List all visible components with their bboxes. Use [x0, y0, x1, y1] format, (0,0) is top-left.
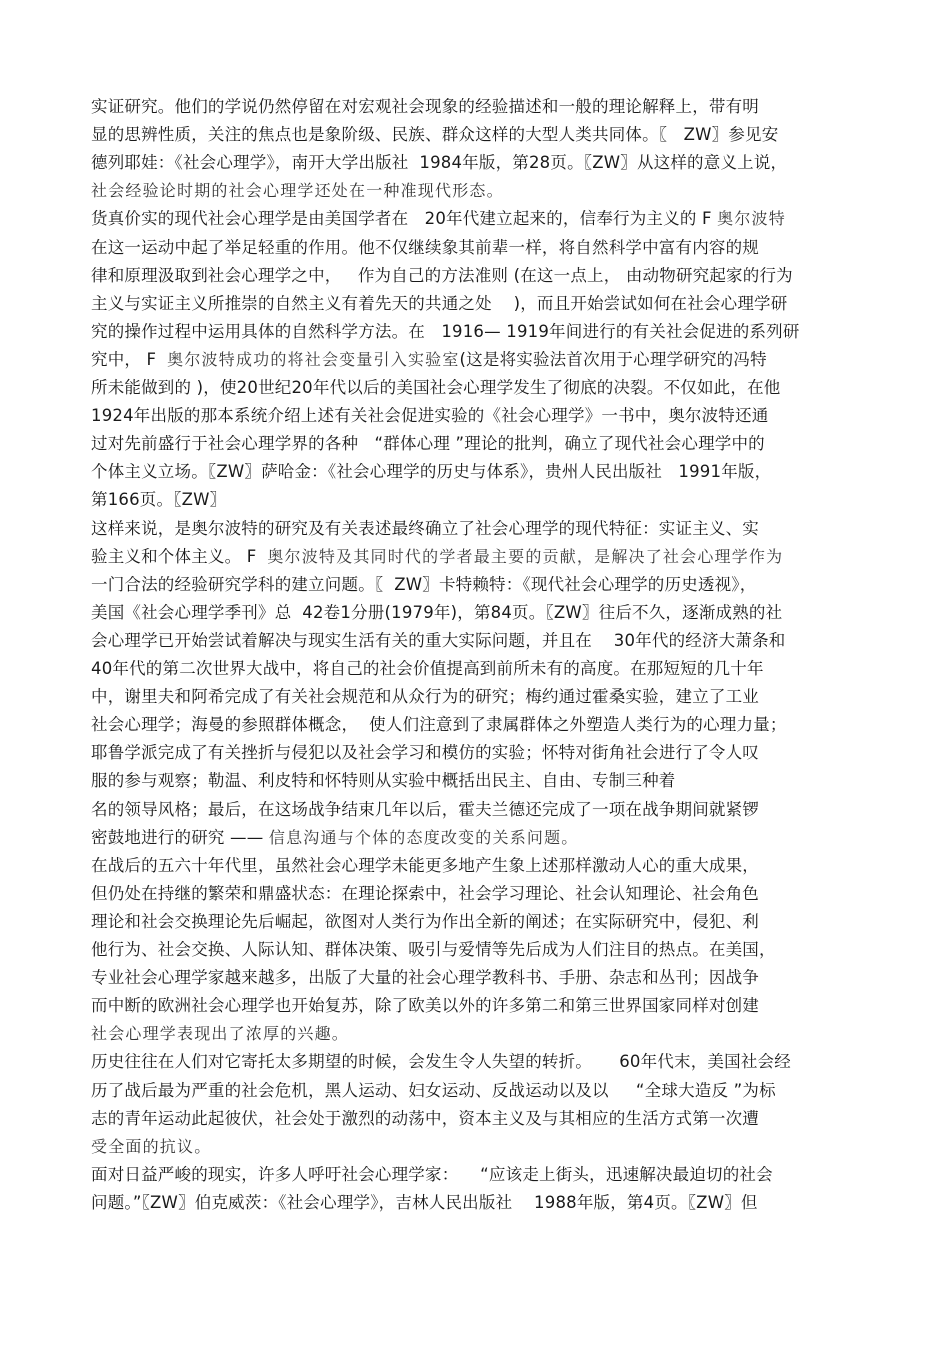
text-line: [91, 628, 785, 654]
text-line: [91, 1078, 776, 1104]
line-text: 1924年出版的那本系统介绍上述有关社会促进实验的《社会心理学》一书中，奥尔波特还通: [91, 406, 769, 425]
line-text: 过对先前盛行于社会心理学界的各种 “群体心理 ”理论的批判，确立了现代社会心理学中的: [91, 434, 765, 453]
text-line: [91, 206, 786, 232]
line-text: 第166页。〖ZW〗: [91, 490, 227, 509]
line-text: 40年代的第二次世界大战中，将自己的社会价值提高到前所未有的高度。在那短短的几十年: [91, 659, 764, 678]
text-line: [91, 656, 764, 682]
line-text: 究的操作过程中运用具体的自然科学方法。在 1916— 1919年间进行的有关社会促进的系列研: [91, 322, 800, 341]
text-line: [91, 853, 759, 879]
text-line: [91, 740, 759, 766]
line-text-faint: 奥尔波特成功的将社会变量引入实验室: [167, 350, 460, 369]
text-line: [91, 572, 756, 598]
text-line: [91, 431, 765, 457]
text-line: [91, 1162, 773, 1188]
text-line: [91, 1134, 211, 1160]
text-line: [91, 375, 780, 401]
line-text: 这样来说，是奥尔波特的研究及有关表述最终确立了社会心理学的现代特征：实证主义、实: [91, 519, 759, 538]
line-text: 个体主义立场。〖ZW〗萨哈金：《社会心理学的历史与体系》，贵州人民出版社 1991年版，: [91, 462, 772, 481]
text-line: [91, 768, 676, 794]
line-text: 主义与实证主义所推崇的自然主义有着先天的共通之处 )，而且开始尝试如何在社会心理学研: [91, 294, 788, 313]
text-line: [91, 684, 759, 710]
text-line: [91, 1190, 758, 1216]
line-text-faint: 信息沟通与个体的态度改变的关系问题。: [268, 828, 579, 847]
line-text-rest: (这是将实验法首次用于心理学研究的冯特: [459, 350, 767, 369]
line-text: 德列耶娃：《社会心理学》，南开大学出版社 1984年版，第28页。〖ZW〗从这样的意义上说，: [91, 153, 788, 172]
line-text: 而中断的欧洲社会心理学也开始复苏，除了欧美以外的许多第二和第三世界国家同样对创建: [91, 996, 759, 1015]
text-line: [91, 909, 759, 935]
line-text: 耶鲁学派完成了有关挫折与侵犯以及社会学习和模仿的实验；怀特对街角社会进行了令人叹: [91, 743, 759, 762]
text-line: [91, 150, 787, 176]
line-text: 一门合法的经验研究学科的建立问题。〖 ZW〗卡特赖特：《现代社会心理学的历史透视》，: [91, 575, 757, 594]
line-text: 验主义和个体主义。 F: [91, 547, 268, 566]
line-text: 理论和社会交换理论先后崛起，欲图对人类行为作出全新的阐述；在实际研究中，侵犯、利: [91, 912, 759, 931]
line-text: 究中， F: [91, 350, 168, 369]
line-text: 所未能做到的 )，使20世纪20年代以后的美国社会心理学发生了彻底的决裂。不仅如此，在他: [91, 378, 781, 397]
line-text: 名的领导风格；最后，在这场战争结束几年以后，霍夫兰德还完成了一项在战争期间就紧锣: [91, 800, 759, 819]
text-line: [91, 178, 504, 204]
line-text: 他行为、社会交换、人际认知、群体决策、吸引与爱情等先后成为人们注目的热点。在美国，: [91, 940, 776, 959]
line-text: 但仍处在持继的繁荣和鼎盛状态：在理论探索中，社会学习理论、社会认知理论、社会角色: [91, 884, 759, 903]
text-line: [91, 459, 771, 485]
line-text: 专业社会心理学家越来越多，出版了大量的社会心理学教科书、手册、杂志和丛刊；因战争: [91, 968, 759, 987]
text-line: [91, 516, 759, 542]
text-line: [91, 712, 787, 738]
text-line: [91, 1106, 759, 1132]
text-line: [91, 487, 226, 513]
text-line: [91, 937, 776, 963]
line-text: 社会心理学表现出了浓厚的兴趣。: [91, 1024, 350, 1043]
line-text: 货真价实的现代社会心理学是由美国学者在 20年代建立起来的，信奉行为主义的 F: [91, 209, 718, 228]
line-text: 面对日益严峻的现实，许多人呼吁社会心理学家： “应该走上街头，迅速解决最迫切的社会: [91, 1165, 773, 1184]
line-text: 历史往往在人们对它寄托太多期望的时候，会发生令人失望的转折。 60年代末，美国社会经: [91, 1052, 791, 1071]
text-line: [91, 94, 759, 120]
text-line: [91, 403, 768, 429]
line-text: 历了战后最为严重的社会危机，黑人运动、妇女运动、反战运动以及以 “全球大造反 ”为标: [91, 1081, 776, 1100]
text-line: [91, 1021, 349, 1047]
text-line: [91, 825, 579, 851]
text-line: [91, 881, 759, 907]
line-text-faint: 奥尔波特及其同时代的学者最主要的贡献，是解决了社会心理学作为: [267, 547, 784, 566]
line-text: 社会经验论时期的社会心理学还处在一种准现代形态。: [91, 181, 504, 200]
text-line: [91, 319, 800, 345]
line-text: 律和原理汲取到社会心理学之中， 作为自己的方法准则 (在这一点上， 由动物研究起家的行为: [91, 266, 793, 285]
text-line: [91, 965, 759, 991]
line-text: 密鼓地进行的研究 ——: [91, 828, 269, 847]
line-text: 问题。”〖ZW〗伯克威茨：《社会心理学》，吉林人民出版社 1988年版，第4页。〖ZW〗但: [91, 1193, 758, 1212]
line-text: 美国《社会心理学季刊》总 42卷1分册(1979年)，第84页。〖ZW〗往后不久，逐渐成熟的社: [91, 603, 783, 622]
line-text-faint: 奥尔波特: [717, 209, 786, 228]
line-text: 社会心理学；海曼的参照群体概念， 使人们注意到了隶属群体之外塑造人类行为的心理力量；: [91, 715, 787, 734]
text-line: [91, 263, 793, 289]
text-line: [91, 235, 759, 261]
text-line: [91, 122, 778, 148]
line-text: 服的参与观察；勒温、利皮特和怀特则从实验中概括出民主、自由、专制三种着: [91, 771, 676, 790]
text-line: [91, 993, 759, 1019]
line-text: 受全面的抗议。: [91, 1137, 212, 1156]
line-text: 在战后的五六十年代里，虽然社会心理学未能更多地产生象上述那样激动人心的重大成果，: [91, 856, 759, 875]
text-line: [91, 1049, 791, 1075]
line-text: 中，谢里夫和阿希完成了有关社会规范和从众行为的研究；梅约通过霍桑实验，建立了工业: [91, 687, 759, 706]
text-line: [91, 600, 782, 626]
line-text: 实证研究。他们的学说仍然停留在对宏观社会现象的经验描述和一般的理论解释上，带有明: [91, 97, 759, 116]
text-line: [91, 347, 767, 373]
line-text: 显的思辨性质，关注的焦点也是象阶级、民族、群众这样的大型人类共同体。〖 ZW〗参见安: [91, 125, 779, 144]
text-line: [91, 797, 759, 823]
line-text: 在这一运动中起了举足轻重的作用。他不仅继续象其前辈一样，将自然科学中富有内容的规: [91, 238, 759, 257]
text-line: [91, 291, 787, 317]
line-text: 志的青年运动此起彼伏，社会处于激烈的动荡中，资本主义及与其相应的生活方式第一次遭: [91, 1109, 759, 1128]
line-text: 会心理学已开始尝试着解决与现实生活有关的重大实际问题，并且在 30年代的经济大萧条和: [91, 631, 786, 650]
text-line: [91, 544, 783, 570]
